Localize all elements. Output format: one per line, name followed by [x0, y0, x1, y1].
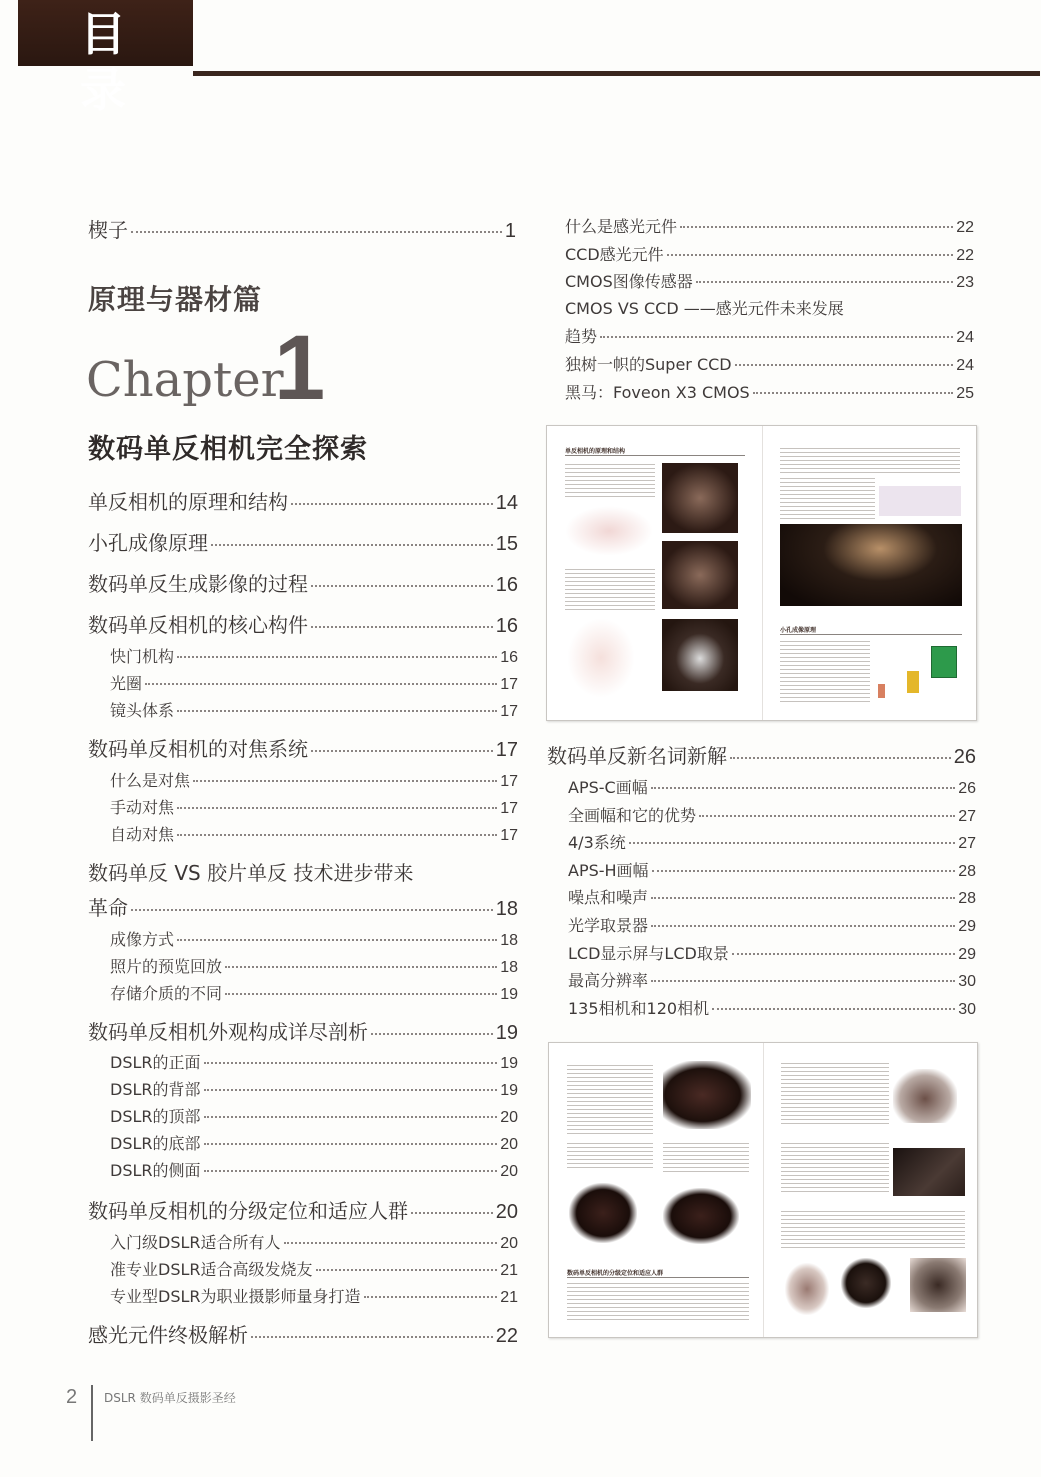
toc-page: 17: [500, 676, 518, 693]
page-title: 目录: [80, 7, 156, 117]
toc-page: 24: [956, 357, 974, 374]
spread-thumbnail-2: [548, 1042, 978, 1338]
toc-label: 楔子: [88, 218, 128, 242]
leader-dots: [193, 780, 497, 782]
leader-dots: [371, 1033, 493, 1035]
leader-dots: [680, 226, 953, 228]
sidebar-box: [879, 486, 961, 516]
leader-dots: [651, 897, 955, 899]
toc-label: 数码单反相机的分级定位和适应人群: [88, 1199, 408, 1223]
toc-entry[interactable]: [88, 1016, 518, 1045]
thumb-heading: 单反相机的原理和结构: [565, 446, 745, 456]
leader-dots: [667, 254, 954, 256]
toc-page: 20: [500, 1109, 518, 1126]
toc-label: DSLR的正面: [110, 1053, 201, 1072]
toc-label: LCD显示屏与LCD取景: [568, 944, 729, 963]
toc-entry[interactable]: [568, 941, 976, 964]
toc-entry[interactable]: [565, 324, 974, 347]
leader-dots: [204, 1116, 498, 1118]
toc-page: 20: [500, 1235, 518, 1252]
chapter-word: Chapter: [86, 352, 284, 408]
toc-entry[interactable]: [88, 568, 518, 597]
toc-entry[interactable]: [88, 527, 518, 556]
toc-entry[interactable]: [565, 380, 974, 403]
thumb-heading: 数码单反相机的分级定位和适应人群: [567, 1268, 749, 1278]
toc-entry[interactable]: [110, 954, 518, 977]
camera-top-photo: [569, 1183, 637, 1243]
toc-label: CCD感光元件: [565, 245, 664, 264]
toc-entry[interactable]: [88, 733, 518, 762]
toc-page: 19: [500, 1055, 518, 1072]
toc-label: 数码单反相机的核心构件: [88, 613, 308, 637]
toc-page: 16: [495, 615, 518, 637]
camera-cutaway-photo-1: [662, 463, 738, 533]
leader-dots: [600, 336, 953, 338]
toc-label: 全画幅和它的优势: [568, 806, 697, 825]
toc-label-line1: 数码单反 VS 胶片单反 技术进步带来: [88, 861, 414, 885]
toc-page: 27: [958, 835, 976, 852]
leader-dots: [177, 939, 497, 941]
thumb-text-block: [780, 448, 960, 474]
toc-entry[interactable]: [547, 740, 976, 769]
toc-label: 镜头体系: [110, 701, 175, 720]
toc-label: 4/3系统: [568, 833, 626, 852]
viewfinder-diagram: [567, 618, 635, 698]
toc-entry[interactable]: [110, 822, 518, 845]
thumb-text-block: [780, 478, 875, 520]
toc-page: 17: [500, 800, 518, 817]
toc-label: APS-C画幅: [568, 778, 648, 797]
toc-label: 趋势: [565, 327, 598, 346]
toc-page: 28: [958, 863, 976, 880]
page-number: 2: [66, 1386, 78, 1408]
toc-label: 快门机构: [110, 647, 175, 666]
toc-label: 存储介质的不同: [110, 984, 223, 1003]
toc-entry[interactable]: [568, 830, 976, 853]
toc-entry[interactable]: [565, 352, 974, 375]
camera-silver-photo: [893, 1069, 957, 1123]
toc-page: 15: [495, 533, 518, 555]
leader-dots: [651, 925, 955, 927]
toc-entry[interactable]: [568, 885, 976, 908]
toc-page: 19: [500, 986, 518, 1003]
leader-dots: [177, 834, 497, 836]
pro-camera-photo-2: [841, 1258, 891, 1308]
toc-page: 18: [500, 932, 518, 949]
leader-dots: [699, 815, 955, 817]
toc-page: 19: [495, 1022, 518, 1044]
spread-thumbnail-1: [546, 425, 977, 721]
toc-page: 30: [958, 973, 976, 990]
pro-camera-photo-1: [785, 1263, 829, 1315]
toc-label: DSLR的顶部: [110, 1107, 201, 1126]
leader-dots: [284, 1242, 498, 1244]
toc-label: 噪点和噪声: [568, 888, 649, 907]
toc-entry[interactable]: [110, 927, 518, 950]
toc-entry[interactable]: [565, 242, 974, 265]
toc-page: 24: [956, 329, 974, 346]
running-title: DSLR 数码单反摄影圣经: [104, 1391, 236, 1405]
toc-entry[interactable]: [110, 698, 518, 721]
toc-page: 16: [495, 574, 518, 596]
leader-dots: [732, 953, 955, 955]
toc-label: 小孔成像原理: [88, 531, 208, 555]
camera-diagram: [565, 506, 653, 556]
toc-page: 17: [500, 827, 518, 844]
toc-entry[interactable]: [568, 913, 976, 936]
eos-closeup-photo: [893, 1148, 965, 1196]
thumb-text-block: [565, 464, 655, 498]
toc-label: 黑马：Foveon X3 CMOS: [565, 383, 750, 402]
title-rule: [193, 71, 1040, 76]
leader-dots: [651, 980, 955, 982]
toc-entry[interactable]: [110, 981, 518, 1004]
toc-label: DSLR的底部: [110, 1134, 201, 1153]
toc-page: 1: [504, 220, 516, 242]
thumb-text-block: [663, 1143, 749, 1173]
leader-dots: [145, 683, 497, 685]
toc-page: 18: [495, 898, 518, 920]
toc-page: 18: [500, 959, 518, 976]
leader-dots: [131, 231, 502, 233]
toc-label-line1: CMOS VS CCD ——感光元件未来发展: [565, 299, 844, 318]
toc-entry[interactable]: [110, 1257, 518, 1280]
toc-label: DSLR的背部: [110, 1080, 201, 1099]
pinhole-illustration: [931, 646, 957, 678]
leader-dots: [291, 503, 493, 505]
camera-side-photo: [663, 1188, 739, 1244]
toc-page: 26: [953, 746, 976, 768]
toc-entry[interactable]: [110, 1284, 518, 1307]
toc-page: 21: [500, 1262, 518, 1279]
toc-page: 26: [958, 780, 976, 797]
toc-label: APS-H画幅: [568, 861, 649, 880]
toc-page: 20: [500, 1163, 518, 1180]
leader-dots: [311, 750, 493, 752]
camera-front-photo: [663, 1061, 751, 1129]
pinhole-screen: [907, 671, 919, 693]
toc-label: 单反相机的原理和结构: [88, 490, 288, 514]
pro-camera-photo-3: [910, 1258, 966, 1312]
toc-label: 独树一帜的Super CCD: [565, 355, 732, 374]
toc-page: 29: [958, 918, 976, 935]
toc-page: 23: [956, 274, 974, 291]
leader-dots: [204, 1143, 498, 1145]
prism-photo: [662, 619, 738, 691]
toc-entry[interactable]: [110, 1158, 518, 1181]
leader-dots: [311, 585, 493, 587]
toc-entry[interactable]: [110, 1230, 518, 1253]
toc-entry[interactable]: [565, 214, 974, 237]
leader-dots: [712, 1008, 955, 1010]
leader-dots: [730, 757, 951, 759]
toc-label: 照片的预览回放: [110, 957, 223, 976]
toc-entry[interactable]: [110, 644, 518, 667]
toc-page: 27: [958, 808, 976, 825]
toc-label: 什么是感光元件: [565, 217, 678, 236]
toc-page: 30: [958, 1001, 976, 1018]
leader-dots: [204, 1170, 498, 1172]
thumb-text-block: [780, 641, 870, 703]
chapter-number: 1: [274, 317, 326, 419]
thumb-text-block: [781, 1211, 965, 1251]
toc-page: 20: [495, 1201, 518, 1223]
toc-entry[interactable]: [568, 858, 976, 881]
toc-entry[interactable]: [568, 775, 976, 798]
toc-label: 专业型DSLR为职业摄影师量身打造: [110, 1287, 361, 1306]
toc-label: DSLR的侧面: [110, 1161, 201, 1180]
leader-dots: [316, 1269, 498, 1271]
toc-page: 22: [956, 247, 974, 264]
toc-entry[interactable]: [110, 795, 518, 818]
toc-page: 17: [495, 739, 518, 761]
chapter-title: 数码单反相机完全探索: [88, 434, 368, 465]
toc-entry[interactable]: [88, 892, 518, 921]
toc-entry[interactable]: [110, 1131, 518, 1154]
toc-label: 准专业DSLR适合高级发烧友: [110, 1260, 313, 1279]
thumb-heading: 小孔成像原理: [780, 625, 962, 635]
leader-dots: [411, 1212, 493, 1214]
leader-dots: [131, 909, 493, 911]
toc-entry[interactable]: [565, 269, 974, 292]
lens-lineup-photo: [780, 524, 962, 606]
toc-entry[interactable]: [568, 968, 976, 991]
toc-page: 19: [500, 1082, 518, 1099]
toc-page: 17: [500, 703, 518, 720]
title-banner: [18, 0, 193, 117]
toc-page: 25: [956, 385, 974, 402]
toc-page: 16: [500, 649, 518, 666]
toc-entry[interactable]: [110, 1077, 518, 1100]
toc-page: 14: [495, 492, 518, 514]
toc-entry[interactable]: [568, 803, 976, 826]
leader-dots: [364, 1296, 498, 1298]
toc-page: 17: [500, 773, 518, 790]
toc-label: 手动对焦: [110, 798, 175, 817]
leader-dots: [311, 626, 493, 628]
candle-illustration: [878, 684, 885, 698]
toc-entry[interactable]: [88, 1195, 518, 1224]
toc-label: 什么是对焦: [110, 771, 191, 790]
toc-label: 光学取景器: [568, 916, 649, 935]
toc-label: 135相机和120相机: [568, 999, 710, 1018]
thumb-text-block: [567, 1065, 653, 1135]
leader-dots: [204, 1062, 498, 1064]
toc-label: 革命: [88, 896, 128, 920]
leader-dots: [177, 710, 497, 712]
footer-divider: [91, 1385, 93, 1441]
toc-entry[interactable]: [110, 1104, 518, 1127]
toc-entry[interactable]: [88, 1319, 518, 1348]
toc-page: 20: [500, 1136, 518, 1153]
toc-label: 数码单反相机的对焦系统: [88, 737, 308, 761]
toc-entry[interactable]: [110, 768, 518, 791]
toc-label: 数码单反生成影像的过程: [88, 572, 308, 596]
camera-cutaway-photo-2: [662, 541, 738, 609]
toc-label: 自动对焦: [110, 825, 175, 844]
leader-dots: [225, 993, 497, 995]
leader-dots: [211, 544, 493, 546]
leader-dots: [177, 656, 497, 658]
toc-page: 29: [958, 946, 976, 963]
leader-dots: [753, 392, 953, 394]
toc-page: 22: [956, 219, 974, 236]
toc-label: 数码单反相机外观构成详尽剖析: [88, 1020, 368, 1044]
toc-label: CMOS图像传感器: [565, 272, 693, 291]
toc-label: 最高分辨率: [568, 971, 649, 990]
thumb-text-block: [567, 1143, 653, 1169]
toc-entry[interactable]: [88, 486, 518, 515]
toc-entry[interactable]: [568, 996, 976, 1019]
toc-label: 成像方式: [110, 930, 175, 949]
thumb-text-block: [781, 1143, 889, 1195]
toc-label: 入门级DSLR适合所有人: [110, 1233, 281, 1252]
toc-label: 感光元件终极解析: [88, 1323, 248, 1347]
leader-dots: [735, 364, 954, 366]
leader-dots: [651, 787, 956, 789]
gutter: [763, 1043, 764, 1337]
toc-label: 数码单反新名词新解: [547, 744, 727, 768]
leader-dots: [652, 870, 956, 872]
toc-label: 光圈: [110, 674, 143, 693]
leader-dots: [177, 807, 497, 809]
leader-dots: [225, 966, 497, 968]
gutter: [762, 426, 763, 720]
thumb-text-block: [565, 569, 655, 611]
toc-entry[interactable]: [110, 1050, 518, 1073]
toc-page: 22: [495, 1325, 518, 1347]
leader-dots: [251, 1336, 493, 1338]
toc-entry[interactable]: [110, 671, 518, 694]
leader-dots: [204, 1089, 498, 1091]
part-title: 原理与器材篇: [88, 283, 263, 316]
toc-entry-prologue[interactable]: [88, 214, 516, 243]
thumb-text-block: [781, 1063, 889, 1125]
toc-page: 28: [958, 890, 976, 907]
toc-entry[interactable]: [88, 609, 518, 638]
thumb-text-block: [567, 1283, 749, 1323]
leader-dots: [696, 281, 953, 283]
leader-dots: [629, 842, 955, 844]
toc-page: 21: [500, 1289, 518, 1306]
